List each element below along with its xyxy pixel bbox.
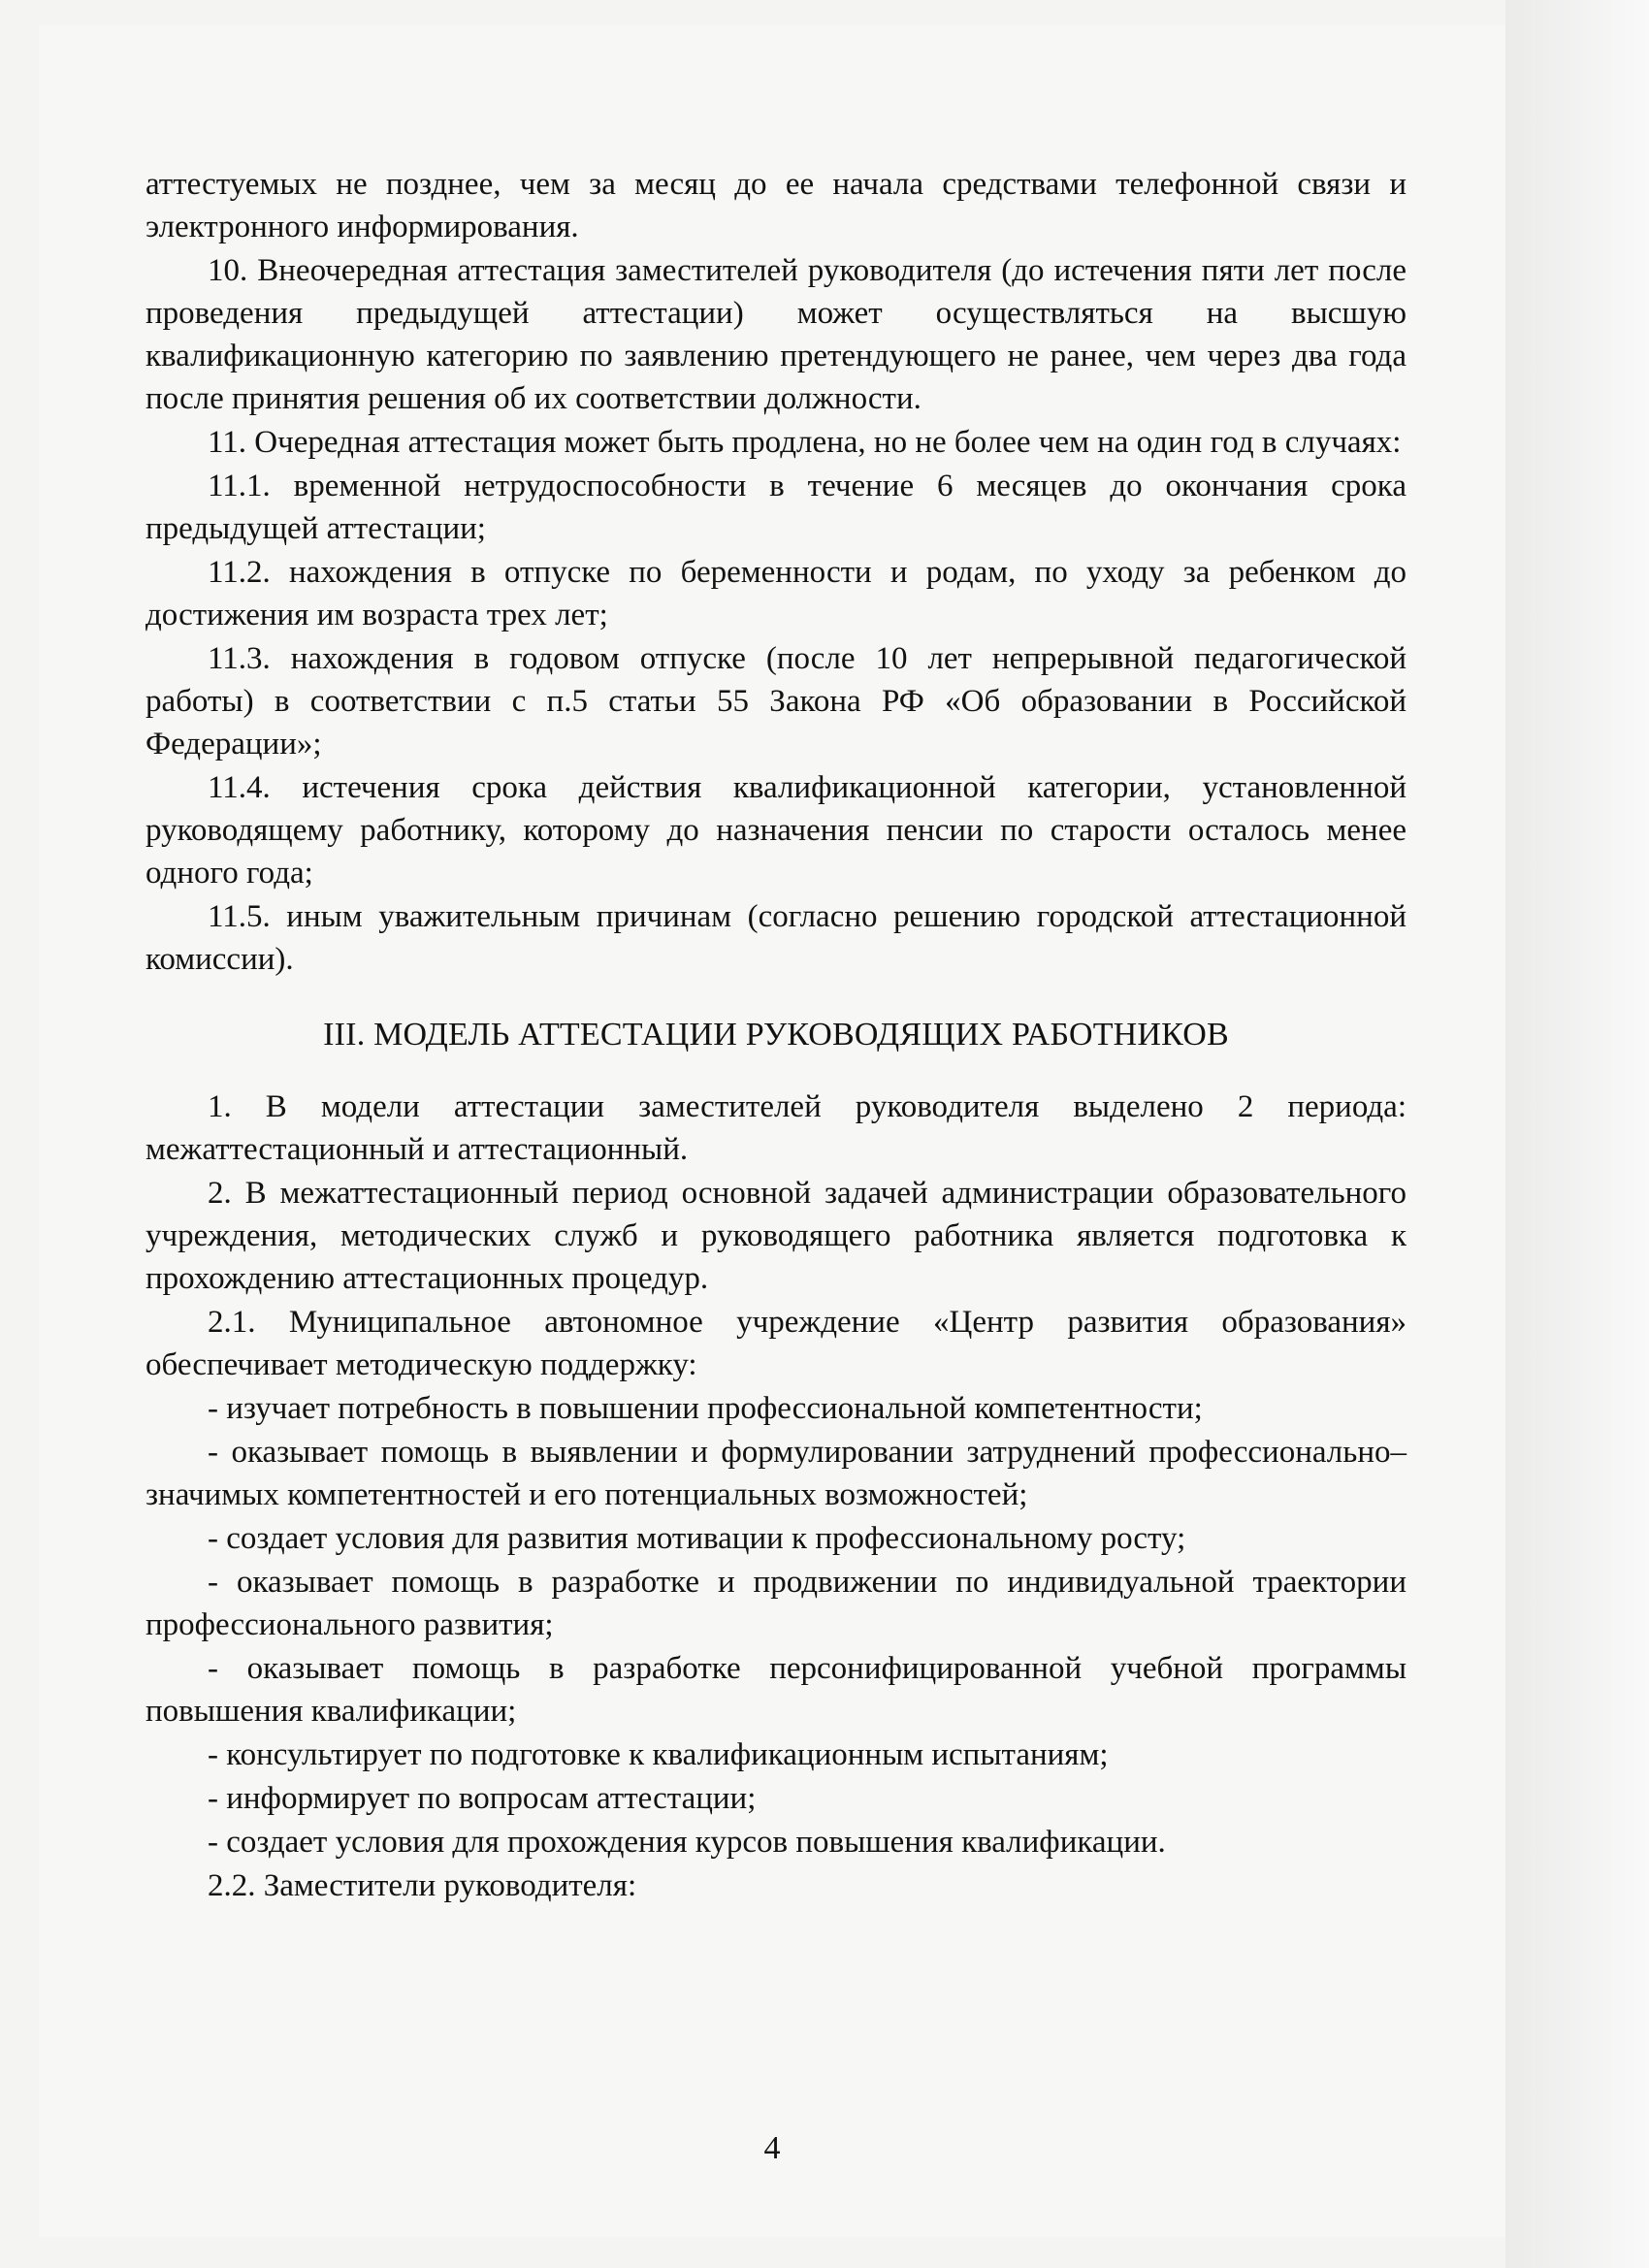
paragraph: 10. Внеочередная аттестация заместителей руководителя (до истечения пяти лет после проведения предыдущей аттестации) может осуществляться на высшую квалификационную категорию по заявлению претендующего не ранее, чем через два года после принятия решения об их соответствии должности.: [146, 253, 1406, 416]
list-item: - создает условия для развития мотивации к профессиональному росту;: [208, 1521, 1186, 1556]
list-item: - информирует по вопросам аттестации;: [208, 1781, 757, 1816]
paragraph: 11.3. нахождения в годовом отпуске (после 10 лет непрерывной педагогической работы) в соответствии с п.5 статьи 55 Закона РФ «Об образовании в Российской Федерации»;: [146, 641, 1406, 761]
paragraph: 11. Очередная аттестация может быть продлена, но не более чем на один год в случаях:: [208, 425, 1402, 460]
paragraph: 11.2. нахождения в отпуске по беременности и родам, по уходу за ребенком до достижения им возраста трех лет;: [146, 555, 1406, 632]
paragraph: 2.1. Муниципальное автономное учреждение «Центр развития образования» обеспечивает методическую поддержку:: [146, 1305, 1406, 1382]
paragraph: 2.2. Заместители руководителя:: [208, 1868, 637, 1903]
page-number: 4: [763, 2130, 781, 2166]
list-item: - консультирует по подготовке к квалификационным испытаниям;: [208, 1737, 1109, 1772]
paragraph: 2. В межаттестационный период основной задачей администрации образовательного учреждения, методических служб и руководящего работника является подготовка к прохождению аттестационных процедур.: [146, 1176, 1406, 1296]
paragraph: 11.5. иным уважительным причинам (согласно решению городской аттестационной комиссии).: [146, 899, 1406, 977]
document-body: [146, 163, 1406, 1908]
page-edge: [1505, 0, 1649, 2268]
list-item: - оказывает помощь в выявлении и формулировании затруднений профессионально–значимых компетентностей и его потенциальных возможностей;: [146, 1435, 1406, 1512]
paragraph: 11.1. временной нетрудоспособности в течение 6 месяцев до окончания срока предыдущей аттестации;: [146, 469, 1406, 546]
paragraph: 1. В модели аттестации заместителей руководителя выделено 2 периода: межаттестационный и аттестационный.: [146, 1089, 1406, 1167]
document-page: [39, 25, 1505, 2237]
paragraph: аттестуемых не позднее, чем за месяц до ее начала средствами телефонной связи и электронного информирования.: [146, 167, 1406, 244]
list-item: - оказывает помощь в разработке и продвижении по индивидуальной траектории профессионального развития;: [146, 1565, 1406, 1642]
list-item: - изучает потребность в повышении профессиональной компетентности;: [208, 1391, 1203, 1426]
list-item: - создает условия для прохождения курсов повышения квалификации.: [208, 1825, 1166, 1860]
section-heading: III. МОДЕЛЬ АТТЕСТАЦИИ РУКОВОДЯЩИХ РАБОТНИКОВ: [323, 1017, 1229, 1053]
list-item: - оказывает помощь в разработке персонифицированной учебной программы повышения квалификации;: [146, 1651, 1406, 1729]
paragraph: 11.4. истечения срока действия квалификационной категории, установленной руководящему работнику, которому до назначения пенсии по старости осталось менее одного года;: [146, 770, 1406, 891]
